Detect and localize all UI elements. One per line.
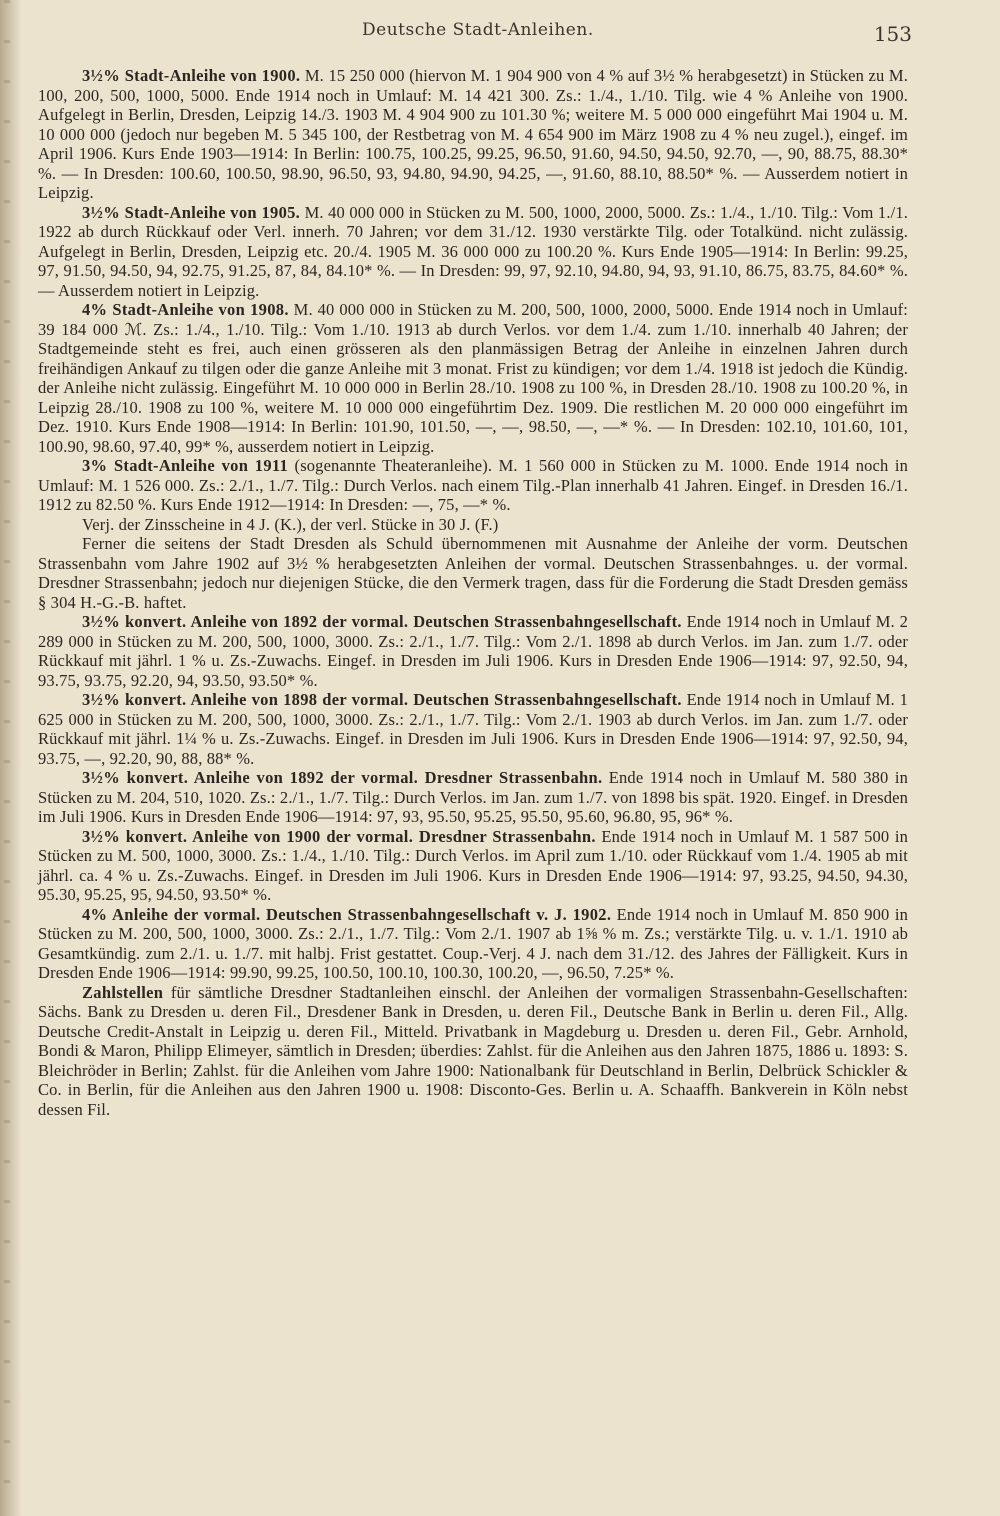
entry-heading: 4% Anleihe der vormal. Deutschen Strassenbahngesellschaft v. J. 1902. <box>82 904 612 924</box>
entry-heading: 3½% Stadt-Anleihe von 1905. <box>82 202 301 222</box>
entry-heading: 3½% konvert. Anleihe von 1892 der vormal. Dresdner Strassenbahn. <box>82 768 603 787</box>
entry-heading: 3½% Stadt-Anleihe von 1900. <box>82 66 301 85</box>
loan-entry-strassenbahn-1892 <box>38 612 908 690</box>
entry-text: Ende 1914 noch in Umlauf M. 850 900 in Stücken zu M. 200, 500, 1000, 3000. Zs.: 2./1., 1./7. Tilg.: Vom 2./1. 1907 ab 1⅝ % m. Zs.; verstärkte Tilg. u. v. 1./1. 1910 ab Gesamtkündig. zum 2./1. u. 1./7. mit halbj. Frist gestattet. Coup.-Verj. 4 J. nach dem 31./12. des Jahres der Fälligkeit. Kurs in Dresden Ende 1906—1914: 99.90, 99.25, 100.50, 100.10, 100.30, 100.20, —, 96.50, 7.25* %. <box>38 904 908 982</box>
text-body <box>38 66 908 1119</box>
entry-text: M. 40 000 000 in Stücken zu M. 200, 500, 1000, 2000, 5000. Ende 1914 noch in Umlauf: 39 184 000 ℳ. Zs.: 1./4., 1./10. Tilg.: Vom 1./10. 1913 ab durch Verlos. vor dem 1./4. zum 1./10. innerhalb 40 Jahren; der Stadtgemeinde steht es frei, auch einen grösseren als den planmässigen Betrag der Anleihe in einzelnen Jahren durch freihändigen Ankauf zu tilgen oder die ganze Anleihe mit 3 monat. Frist zu kündigen; vor dem 1./4. 1918 ist jedoch die Kündig. der Anleihe nicht zulässig. Eingeführt M. 10 000 000 in Berlin 28./10. 1908 zu 100 %, in Dresden 28./10. 1908 zu 100.20 %, in Leipzig 28./10. 1908 zu 100 %, weitere M. 10 000 000 eingeführtim Dez. 1909. Die restlichen M. 20 000 000 eingeführt im Dez. 1910. Kurs Ende 1908—1914: In Berlin: 101.90, 101.50, —, —, 98.50, —, —* %. — In Dresden: 102.10, 101.60, 101, 100.90, 98.60, 97.40, 99* %, ausserdem notiert in Leipzig. <box>38 300 908 456</box>
entry-text: M. 15 250 000 (hiervon M. 1 904 900 von 4 % auf 3½ % herabgesetzt) in Stücken zu M. 100, 200, 500, 1000, 5000. Ende 1914 noch in Umlauf: M. 14 421 300. Zs.: 1./4., 1./10. Tilg. wie 4 % Anleihe von 1900. Aufgelegt in Berlin, Dresden, Leipzig 14./3. 1903 M. 4 904 900 zu 101.30 %; weitere M. 5 000 000 eingeführt Mai 1904 u. M. 10 000 000 (jedoch nur begeben M. 5 345 100, der Restbetrag von M. 4 654 900 im März 1908 zu 4 % neu zugel.), eingef. im April 1906. Kurs Ende 1903—1914: In Berlin: 100.75, 100.25, 99.25, 96.50, 91.60, 94.50, 94.50, 92.70, —, 90, 88.75, 88.30* %. — In Dresden: 100.60, 100.50, 98.90, 96.50, 93, 94.80, 94.90, 94.25, —, 91.60, 88.10, 88.50* %. — Ausserdem notiert in Leipzig. <box>38 66 908 202</box>
loan-entry-1900 <box>38 66 908 203</box>
entry-text: (sogenannte Theateranleihe). M. 1 560 000 in Stücken zu M. 1000. Ende 1914 noch in Umlauf: M. 1 526 000. Zs.: 2./1., 1./7. Tilg.: Durch Verlos. nach einem Tilg.-Plan innerhalb 41 Jahren. Eingef. in Dresden 16./1. 1912 zu 82.50 %. Kurs Ende 1912—1914: In Dresden: —, 75, —* %. <box>38 456 909 514</box>
loan-entry-dresdner-1900 <box>38 827 908 905</box>
entry-text: Ende 1914 noch in Umlauf M. 2 289 000 in Stücken zu M. 200, 500, 1000, 3000. Zs.: 2./1., 1./7. Tilg.: Vom 2./1. 1898 ab durch Verlos. im Jan. zum 1./7. oder Rückkauf mit jährl. 1 % u. Zs.-Zuwachs. Eingef. in Dresden im Juli 1906. Kurs in Dresden Ende 1906—1914: 97, 92.50, 94, 93.75, 93.75, 92.20, 94, 93.50, 93.50* %. <box>38 612 908 690</box>
page-number: 153 <box>873 22 912 46</box>
entry-text: M. 40 000 000 in Stücken zu M. 500, 1000, 2000, 5000. Zs.: 1./4., 1./10. Tilg.: Vom 1./1. 1922 ab durch Rückkauf oder Verl. innerh. 70 Jahren; vor dem 31./12. 1930 verstärkte Tilg. oder Totalkünd. nicht zulässig. Aufgelegt in Berlin, Dresden, Leipzig etc. 20./4. 1905 M. 36 000 000 zu 100.20 %. Kurs Ende 1905—1914: In Berlin: 99.25, 97, 91.50, 94.50, 94, 92.75, 91.25, 87, 84, 84.10* %. — In Dresden: 99, 97, 92.10, 94.80, 94, 93, 91.10, 86.75, 83.75, 84.60* %. — Ausserdem notiert in Leipzig. <box>38 202 909 300</box>
running-title: Deutsche Stadt-Anleihen. <box>362 20 594 40</box>
loan-entry-dresdner-1892 <box>38 768 908 827</box>
entry-heading: 4% Stadt-Anleihe von 1908. <box>82 300 289 319</box>
loan-entry-1905 <box>38 203 908 301</box>
entry-heading: 3% Stadt-Anleihe von 1911 <box>82 456 289 475</box>
zahlstellen-heading: Zahlstellen <box>82 982 164 1002</box>
loan-entry-1908 <box>38 300 908 456</box>
loan-entry-strassenbahn-1898 <box>38 690 908 768</box>
binding-marks <box>4 0 10 1516</box>
entry-heading: 3½% konvert. Anleihe von 1898 der vormal. Deutschen Strassenbahngesellschaft. <box>82 690 682 709</box>
entry-text: Ende 1914 noch in Umlauf M. 1 587 500 in Stücken zu M. 500, 1000, 3000. Zs.: 1./4., 1./10. Tilg.: Durch Verlos. im April zum 1./10. oder Rückkauf vom 1./4. 1905 ab mit jährl. ca. 4 % u. Zs.-Zuwachs. Eingef. in Dresden im Juli 1906. Kurs in Dresden Ende 1906—1914: 97, 93.25, 94.50, 94.30, 95.30, 95.25, 95, 94.50, 93.50* %. <box>38 826 908 904</box>
zahlstellen-text: für sämtliche Dresdner Stadtanleihen einschl. der Anleihen der vormaligen Strassenbahn-Gesellschaften: Sächs. Bank zu Dresden u. deren Fil., Dresdener Bank in Dresden, u. deren Fil., Deutsche Bank in Berlin u. deren Fil., Allg. Deutsche Credit-Anstalt in Leipzig u. deren Fil., Mitteld. Privatbank in Magdeburg u. Dresden u. deren Fil., Gebr. Arnhold, Bondi & Maron, Philipp Elimeyer, sämtlich in Dresden; überdies: Zahlst. für die Anleihen aus den Jahren 1875, 1886 u. 1893: S. Bleichröder in Berlin; Zahlst. für die Anleihen vom Jahre 1900: Nationalbank für Deutschland in Berlin, Delbrück Schickler & Co. in Berlin, für die Anleihen aus den Jahren 1900 u. 1908: Disconto-Ges. Berlin u. A. Schaaffh. Bankverein in Köln nebst dessen Fil. <box>38 982 908 1119</box>
entry-text: Ende 1914 noch in Umlauf M. 580 380 in Stücken zu M. 204, 510, 1020. Zs.: 2./1., 1./7. Tilg.: Durch Verlos. im Jan. zum 1./7. von 1898 bis spät. 1920. Eingef. in Dresden im Juli 1906. Kurs in Dresden Ende 1906—1914: 97, 93, 95.50, 95.25, 95.50, 95.60, 96.80, 95, 96* %. <box>38 768 908 826</box>
assumed-loans-intro: Ferner die seitens der Stadt Dresden als Schuld übernommenen mit Ausnahme der Anleihe der vorm. Deutschen Strassenbahn vom Jahre 1902 auf 3½ % herabgesetzten Anleihen der vormal. Deutschen Strassenbahnges. u. der vormal. Dresdner Strassenbahn; jedoch nur diejenigen Stücke, die den Vermerk tragen, dass für die Forderung die Stadt Dresden gemäss § 304 H.-G.-B. haftet. <box>38 534 908 612</box>
loan-entry-strassenbahn-1902 <box>38 905 908 983</box>
loan-entry-1911 <box>38 456 908 515</box>
zahlstellen-paragraph <box>38 983 908 1120</box>
entry-heading: 3½% konvert. Anleihe von 1892 der vormal. Deutschen Strassenbahngesellschaft. <box>82 612 682 631</box>
running-head <box>0 16 1000 48</box>
entry-text: Ende 1914 noch in Umlauf M. 1 625 000 in Stücken zu M. 200, 500, 1000, 3000. Zs.: 2./1., 1./7. Tilg.: Vom 2./1. 1903 ab durch Verlos. im Jan. zum 1./7. oder Rückkauf mit jährl. 1¼ % u. Zs.-Zuwachs. Eingef. in Dresden im Juli 1906. Kurs in Dresden Ende 1906—1914: 97, 92.50, 94, 93.75, —, 92.20, 90, 88, 88* %. <box>38 690 908 768</box>
verjaehrung-note: Verj. der Zinsscheine in 4 J. (K.), der verl. Stücke in 30 J. (F.) <box>82 514 499 534</box>
entry-heading: 3½% konvert. Anleihe von 1900 der vormal. Dresdner Strassenbahn. <box>82 826 596 846</box>
